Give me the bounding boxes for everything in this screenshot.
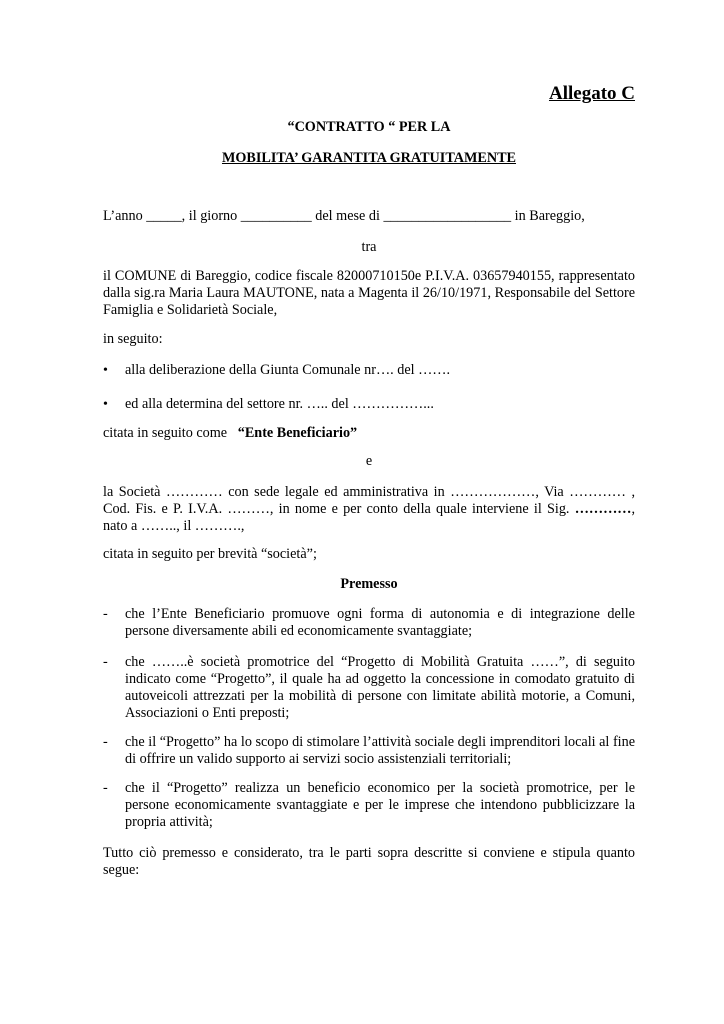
dash-marker: - xyxy=(103,606,108,622)
societa-bold-dots: ………… xyxy=(574,501,632,517)
bullet-icon: • xyxy=(103,363,108,378)
bullet-icon: • xyxy=(103,397,108,412)
premesso-item-text: che il “Progetto” realizza un beneficio economico per la società promotrice, per le persone economicamente svantaggiate e per le imprese che intendono pubblicizzare la propria attività; xyxy=(125,780,635,830)
premesso-item-text: che il “Progetto” ha lo scopo di stimolare l’attività sociale degli imprenditori locali al fine di offrire un valido supporto ai servizi socio assistenziali territoriali; xyxy=(125,734,635,767)
dash-marker: - xyxy=(103,654,108,670)
cited-brevity-line: citata in seguito per brevità “società”; xyxy=(103,546,317,562)
premesso-item-text: che l’Ente Beneficiario promuove ogni forma di autonomia e di integrazione delle persone diversamente abili ed economicamente svantaggiate; xyxy=(125,606,635,639)
bullet-text: alla deliberazione della Giunta Comunale nr…. del ……. xyxy=(125,362,451,378)
bullet-text: ed alla determina del settore nr. ….. del ……………... xyxy=(125,396,434,412)
title-line-1: “CONTRATTO “ PER LA xyxy=(287,119,451,135)
list-item xyxy=(103,734,635,768)
closing-paragraph: Tutto ciò premesso e considerato, tra le parti sopra descritte si conviene e stipula quanto segue: xyxy=(103,845,635,878)
date-line: L’anno _____, il giorno __________ del mese di __________________ in Bareggio, xyxy=(103,208,585,224)
societa-text-start: la Società ………… con sede legale ed amministrativa in ………………, Via ………… , Cod. Fis. e P. I.V.A. ………, in nome e per conto della quale interviene il Sig. xyxy=(103,484,635,517)
annex-label: Allegato C xyxy=(548,83,635,104)
list-item xyxy=(103,654,635,722)
cited-as-prefix: citata in seguito come xyxy=(103,425,228,441)
premesso-heading: Premesso xyxy=(340,576,398,592)
dash-marker: - xyxy=(103,780,108,796)
tra-conjunction: tra xyxy=(361,239,377,255)
societa-text-end: , nato a …….., il ………., xyxy=(103,501,635,534)
in-seguito-label: in seguito: xyxy=(103,331,163,347)
dash-marker: - xyxy=(103,734,108,750)
cited-as-line xyxy=(103,425,635,442)
e-conjunction: e xyxy=(365,453,373,469)
premesso-item-text: che ……..è società promotrice del “Progetto di Mobilità Gratuita ……”, di seguito indicato come “Progetto”, il quale ha ad oggetto la concessione in comodato gratuito di autoveicoli attrezzati per la mobilità di persone con limitate abilità motorie, a Comuni, Associazioni o Enti preposti; xyxy=(125,654,635,721)
comune-paragraph: il COMUNE di Bareggio, codice fiscale 82000710150e P.I.V.A. 03657940155, rappresentato dalla sig.ra Maria Laura MAUTONE, nata a Magenta il 26/10/1971, Responsabile del Settore Famiglia e Solidarietà Sociale, xyxy=(103,268,635,318)
list-item xyxy=(103,606,635,640)
list-item xyxy=(103,780,635,831)
title-line-2: MOBILITA’ GARANTITA GRATUITAMENTE xyxy=(221,150,517,166)
societa-paragraph xyxy=(103,484,635,535)
ente-beneficiario-label: “Ente Beneficiario” xyxy=(237,425,358,441)
